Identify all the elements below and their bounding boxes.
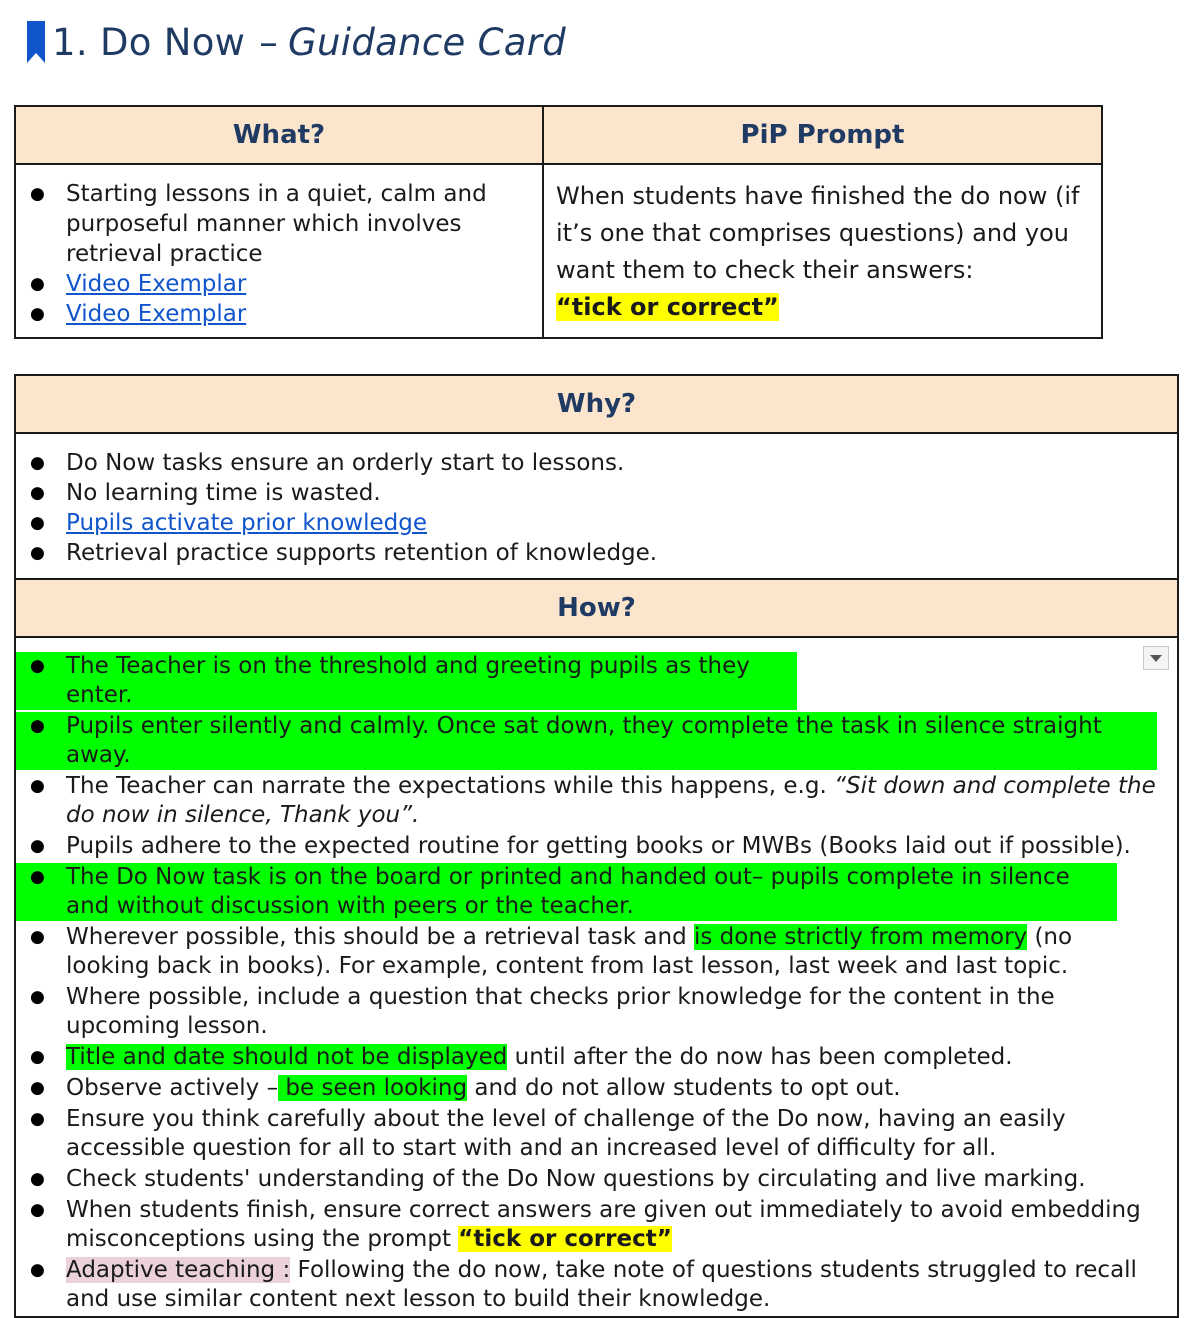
list-item: ● The Do Now task is on the board or printed and handed out– pupils complete in silence and without discussion with peers or the teacher. xyxy=(16,863,1117,921)
list-item: ● Title and date should not be displayed until after the do now has been completed. xyxy=(16,1043,1157,1072)
prior-knowledge-link[interactable]: Pupils activate prior knowledge xyxy=(66,510,428,536)
video-exemplar-link-2[interactable]: Video Exemplar xyxy=(66,301,247,327)
page-title xyxy=(26,18,566,66)
why-heading: Why? xyxy=(15,375,1178,433)
what-heading: What? xyxy=(15,106,543,164)
list-item: ● Wherever possible, this should be a retrieval task and is done strictly from memory (no looking back in books). For example, content from last lesson, last week and last topic. xyxy=(16,923,1157,981)
list-item: ● The Teacher is on the threshold and greeting pupils as they enter. xyxy=(16,652,797,710)
how-list xyxy=(16,638,1177,1314)
list-item xyxy=(16,508,1177,538)
list-item: ● Starting lessons in a quiet, calm and purposeful manner which involves retrieval practice xyxy=(16,179,542,269)
why-list xyxy=(16,434,1177,578)
what-list xyxy=(16,165,542,337)
bookmark-icon xyxy=(26,20,46,64)
list-item: ● Pupils enter silently and calmly. Once sat down, they complete the task in silence straight away. xyxy=(16,712,1157,770)
list-item: ● Pupils adhere to the expected routine for getting books or MWBs (Books laid out if possible). xyxy=(16,832,1157,861)
pip-prompt: “tick or correct” xyxy=(556,293,779,321)
title-main: 1. Do Now xyxy=(52,20,246,64)
list-item: ● No learning time is wasted. xyxy=(16,478,1177,508)
how-heading: How? xyxy=(15,579,1178,637)
pip-cell xyxy=(543,164,1102,338)
list-item: ● Observe actively – be seen looking and do not allow students to opt out. xyxy=(16,1074,1157,1103)
list-item: ● Adaptive teaching : Following the do now, take note of questions students struggled to recall and use similar content next lesson to build their knowledge. xyxy=(16,1256,1157,1314)
list-item: ● Do Now tasks ensure an orderly start to lessons. xyxy=(16,448,1177,478)
pip-heading: PiP Prompt xyxy=(543,106,1102,164)
video-exemplar-link-1[interactable]: Video Exemplar xyxy=(66,271,247,297)
pip-text: When students have finished the do now (if it’s one that comprises questions) and you want them to check their answers: xyxy=(556,182,1080,284)
list-item xyxy=(16,299,542,329)
chevron-down-icon[interactable] xyxy=(1143,646,1169,670)
list-item: ● The Teacher can narrate the expectations while this happens, e.g. “Sit down and complete the do now in silence, Thank you”. xyxy=(16,772,1157,830)
why-cell xyxy=(15,433,1178,579)
what-pip-table xyxy=(14,105,1103,339)
what-cell xyxy=(15,164,543,338)
list-item xyxy=(16,269,542,299)
list-item: ● Check students' understanding of the Do Now questions by circulating and live marking. xyxy=(16,1165,1157,1194)
list-item: ● Retrieval practice supports retention of knowledge. xyxy=(16,538,1177,568)
list-item: ● Where possible, include a question that checks prior knowledge for the content in the upcoming lesson. xyxy=(16,983,1157,1041)
title-sub: Guidance Card xyxy=(288,20,567,64)
list-item: ● When students finish, ensure correct answers are given out immediately to avoid embedding misconceptions using the prompt “tick or correct” xyxy=(16,1196,1157,1254)
title-dash: – xyxy=(259,20,279,64)
why-how-table xyxy=(14,374,1179,1318)
list-item: ● Ensure you think carefully about the level of challenge of the Do now, having an easily accessible question for all to start with and an increased level of difficulty for all. xyxy=(16,1105,1157,1163)
how-cell xyxy=(15,637,1178,1317)
